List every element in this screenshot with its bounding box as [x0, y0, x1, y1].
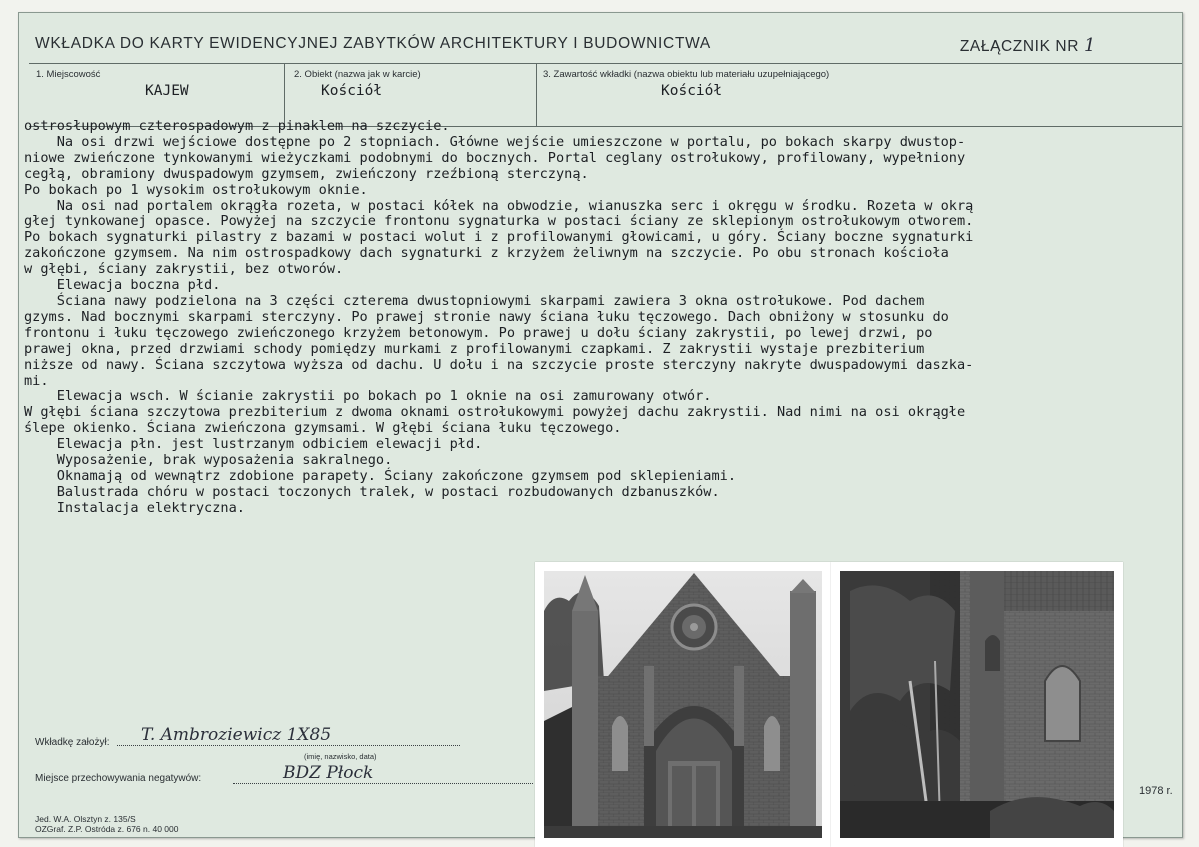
- text-line: Balustrada chóru w postaci toczonych tralek, w postaci rozbudowanych dzbanuszków.: [24, 483, 720, 500]
- text-line: Ściana nawy podzielona na 3 części czterema dwustopniowymi skarpami zawiera 3 okna ostrołukowe. Pod dachem: [24, 292, 925, 309]
- annex-label: ZAŁĄCZNIK NR: [959, 38, 1080, 55]
- text-line: Po bokach sygnaturki pilastry z bazami w postaci wolut i z profilowanymi głowicami, u góry. Ściany boczne sygnaturki: [24, 229, 974, 246]
- text-line: Instalacja elektryczna.: [24, 499, 245, 516]
- text-line: głej tynkowanej opasce. Powyżej na szczycie frontonu sygnaturka w postaci ściany ze sklepionym ostrołukowym otworem.: [24, 213, 974, 230]
- text-line: frontonu i łuku tęczowego zwieńczonego krzyżem betonowym. Po prawej u dołu ściany zakrystii, po lewej drzwi, po: [24, 324, 933, 341]
- negatives-storage-value: BDZ Płock: [283, 763, 374, 783]
- field-value-contents: Kościół: [661, 83, 723, 99]
- text-line: niższe od nawy. Ściana szczytowa wyższa od dachu. U dołu i na szczycie proste sterczyny nakryte dwuspadowymi daszka-: [24, 356, 974, 373]
- imprint-line: OZGraf. Z.P. Ostróda z. 676 n. 40 000: [35, 823, 179, 834]
- description-text: [24, 119, 1184, 517]
- imprint-line: Jed. W.A. Olsztyn z. 135/S: [35, 814, 136, 824]
- header-rule: [29, 63, 1182, 64]
- annex-number-value: 1: [1083, 35, 1096, 56]
- text-line: Na osi nad portalem okrągła rozeta, w postaci kółek na obwodzie, wianuszka serc i okręgu w środku. Rozeta w okrą: [24, 197, 974, 214]
- negatives-storage-line: [233, 783, 533, 784]
- text-line: Elewacja boczna płd.: [24, 277, 221, 294]
- text-line: Oknamają od wewnątrz zdobione parapety. Ściany zakończone gzymsem pod sklepieniami.: [24, 467, 737, 484]
- annex-number: [960, 35, 1096, 56]
- text-line: cegłą, obramiony dwuspadowym gzymsem, zwieńczony rzeźbioną sterczyną.: [24, 165, 589, 182]
- text-line: mi.: [24, 372, 49, 389]
- text-line: gzyms. Nad bocznymi skarpami sterczyny. Po prawej stronie nawy ściana łuku tęczowego. Dach obniżony w stosunku do: [24, 308, 949, 325]
- text-line: ślepe okienko. Ściana zwieńczona gzymsami. W głębi ściana łuku tęczowego.: [24, 420, 622, 437]
- field-divider: [284, 64, 285, 126]
- text-line: W głębi ściana szczytowa prezbiterium z dwoma oknami ostrołukowymi powyżej dachu zakrystii. Nad nimi na osi okrągłe: [24, 404, 966, 421]
- field-divider: [536, 64, 537, 126]
- text-line: Po bokach po 1 wysokim ostrołukowym oknie.: [24, 181, 368, 198]
- text-line: Wyposażenie, brak wyposażenia sakralnego.: [24, 452, 393, 469]
- text-line: Elewacja wsch. W ścianie zakrystii po bokach po 1 oknie na osi zamurowany otwór.: [24, 388, 712, 405]
- church-side-elevation-image: [840, 571, 1114, 838]
- text-line: prawej okna, przed drzwiami schody pomiędzy murkami z profilowanymi czapkami. Z zakrystii wystaje prezbiterium: [24, 340, 925, 357]
- church-facade-image: [544, 571, 822, 838]
- text-line: ostrosłupowym czterospadowym z pinaklem na szczycie.: [24, 118, 450, 134]
- negatives-storage-label: Miejsce przechowywania negatywów:: [35, 773, 202, 784]
- church-facade-photo: [535, 562, 831, 847]
- created-by-hint: (imię, nazwisko, data): [304, 752, 377, 761]
- field-label-object: 2. Obiekt (nazwa jak w karcie): [294, 69, 421, 80]
- created-by-label: Wkładkę założył:: [35, 737, 110, 748]
- church-side-elevation-photo: [831, 562, 1123, 847]
- field-value-object: Kościół: [321, 83, 383, 99]
- created-by-signature: T. Ambroziewicz 1X85: [141, 725, 332, 745]
- text-line: Elewacja płn. jest lustrzanym odbiciem elewacji płd.: [24, 436, 483, 453]
- print-imprint: [35, 815, 178, 834]
- text-line: niowe zwieńczone tynkowanymi wieżyczkami podobnymi do bocznych. Portal ceglany ostrołukowy, profilowany, wypełniony: [24, 149, 966, 166]
- field-value-locality: KAJEW: [145, 83, 189, 99]
- field-label-locality: 1. Miejscowość: [36, 69, 101, 80]
- field-label-contents: 3. Zawartość wkładki (nazwa obiektu lub materiału uzupełniającego): [543, 69, 830, 80]
- created-by-line: [117, 745, 460, 746]
- text-line: w głębi, ściany zakrystii, bez otworów.: [24, 261, 344, 278]
- text-line: Na osi drzwi wejściowe dostępne po 2 stopniach. Główne wejście umieszczone w portalu, po bokach skarpy dwustop-: [24, 133, 966, 150]
- text-line: zakończone gzymsem. Na nim ostrospadkowy dach sygnaturki z krzyżem żeliwnym na szczycie. Po obu stronach kościoła: [24, 245, 949, 262]
- date-stamp: 1978 r.: [1139, 785, 1173, 797]
- form-title: WKŁADKA DO KARTY EWIDENCYJNEJ ZABYTKÓW ARCHITEKTURY I BUDOWNICTWA: [35, 35, 711, 52]
